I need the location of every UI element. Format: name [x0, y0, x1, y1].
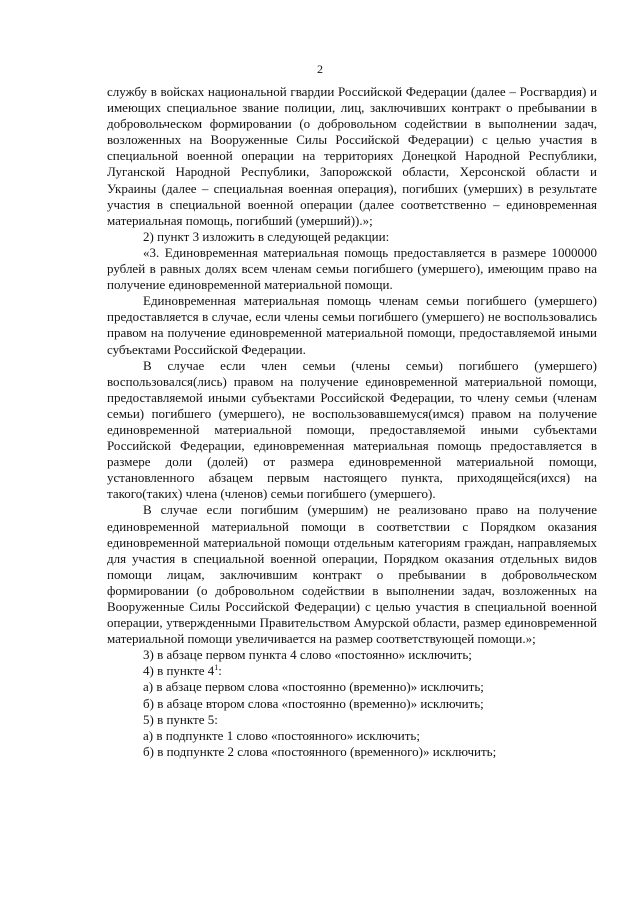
item-4-prefix: 4) в пункте 4	[143, 663, 215, 679]
paragraph-clause-3-part-4: В случае если погибшим (умершим) не реализовано право на получение единовременной материальной помощи в соответствии с Порядком оказания единовременной материальной помощи отдельным категориям граждан, направляемых для участия в специальной военной операции, Порядком оказания отдельных видов помощи лицам, заключившим контракт о пребывании в добровольческом формировании (о добровольном содействии в выполнении задач, возложенных на Вооруженные Силы Российской Федерации) с целью участия в специальной военной операции, утвержденными Правительством Амурской области, размер единовременной материальной помощи увеличивается на размер соответствующей помощи.»;	[107, 502, 597, 647]
paragraph-continuation: службу в войсках национальной гвардии Российской Федерации (далее – Росгвардия) и имеющих специальное звание полиции, лиц, заключивших контракт о пребывании в добровольческом формировании (о добровольном содействии в выполнении задач, возложенных на Вооруженные Силы Российской Федерации) с целью участия в специальной военной операции на территориях Донецкой Народной Республики, Луганской Народной Республики, Запорожской области, Херсонской области и Украины (далее – специальная военная операция), погибших (умерших) в результате участия в специальной военной операции (далее соответственно – единовременная материальная помощь, погибший (умерший)).»;	[107, 84, 597, 228]
item-4-superscript: 1	[214, 663, 219, 673]
document-body	[107, 84, 597, 760]
page-number: 2	[317, 62, 323, 76]
paragraph-item-3: 3) в абзаце первом пункта 4 слово «постоянно» исключить;	[143, 647, 472, 663]
list-item: б) в подпункте 2 слова «постоянного (временного)» исключить;	[143, 743, 497, 759]
item-4-suffix: :	[218, 663, 222, 679]
paragraph-clause-3: «3. Единовременная материальная помощь предоставляется в размере 1000000 рублей в равных долях всем членам семьи погибшего (умершего), имеющим право на получение единовременной материальной помощи.	[107, 244, 597, 293]
paragraph-item-2: 2) пункт 3 изложить в следующей редакции:	[143, 228, 390, 244]
paragraph-clause-3-part-3: В случае если член семьи (члены семьи) погибшего (умершего) воспользовался(лись) правом на получение единовременной материальной помощи, предоставляемой иными субъектами Российской Федерации, то члену семьи (членам семьи) погибшего (умершего), не воспользовавшемуся(имся) правом на получение единовременной материальной помощи, предоставляемой иными субъектами Российской Федерации, единовременная материальная помощь предоставляется в размере доли (долей) от размера единовременной материальной помощи, установленного абзацем первым настоящего пункта, приходящейся(ихся) на такого(таких) члена (членов) семьи погибшего (умершего).	[107, 357, 597, 502]
list-item: а) в подпункте 1 слово «постоянного» исключить;	[143, 727, 420, 743]
paragraph-item-4	[107, 663, 597, 679]
list-item: а) в абзаце первом слова «постоянно (временно)» исключить;	[143, 679, 484, 695]
list-item: б) в абзаце втором слова «постоянно (временно)» исключить;	[143, 695, 484, 711]
paragraph-clause-3-part-2: Единовременная материальная помощь членам семьи погибшего (умершего) предоставляется в случае, если члены семьи погибшего (умершего) не воспользовались правом на получение единовременной материальной помощи, предоставляемой иными субъектами Российской Федерации.	[107, 293, 597, 357]
list-item: 5) в пункте 5:	[143, 711, 218, 727]
